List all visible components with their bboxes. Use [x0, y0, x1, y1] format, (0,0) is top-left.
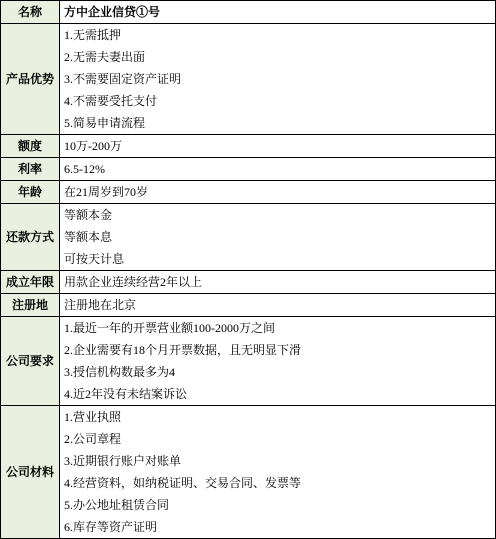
- row-value-line: 在21周岁到70岁: [64, 185, 149, 199]
- row-label: 利率: [1, 158, 60, 181]
- row-value-cell: [60, 1, 496, 24]
- row-value-line: 5.办公地址租赁合同: [64, 498, 170, 512]
- row-label: 注册地: [1, 294, 60, 317]
- row-label: 名称: [1, 1, 60, 24]
- row-age: [1, 181, 496, 204]
- row-years-established: [1, 271, 496, 294]
- row-label: 年龄: [1, 181, 60, 204]
- row-label: 公司材料: [1, 406, 60, 539]
- row-value-cell: [60, 204, 496, 271]
- row-value-line: 3.不需要固定资产证明: [64, 72, 182, 86]
- row-product-advantages: [1, 24, 496, 135]
- row-value-line: 1.无需抵押: [64, 28, 122, 42]
- row-value-line: 3.近期银行账户对账单: [64, 454, 182, 468]
- row-registration: [1, 294, 496, 317]
- row-value-cell: [60, 135, 496, 158]
- row-value-line: 注册地在北京: [64, 298, 137, 312]
- row-label: 成立年限: [1, 271, 60, 294]
- row-value-line: 用款企业连续经营2年以上: [64, 275, 203, 289]
- row-label: 产品优势: [1, 24, 60, 135]
- row-value-cell: [60, 317, 496, 406]
- row-value-line: 4.不需要受托支付: [64, 94, 158, 108]
- row-company-requirements: [1, 317, 496, 406]
- row-value-cell: [60, 158, 496, 181]
- row-value-line: 4.经营资料，如纳税证明、交易合同、发票等: [64, 476, 302, 490]
- row-amount: [1, 135, 496, 158]
- row-value-line: 10万-200万: [64, 139, 122, 153]
- row-company-documents: [1, 406, 496, 539]
- row-value-line: 1.营业执照: [64, 410, 122, 424]
- row-interest-rate: [1, 158, 496, 181]
- row-label: 还款方式: [1, 204, 60, 271]
- row-value-cell: [60, 406, 496, 539]
- row-label: 公司要求: [1, 317, 60, 406]
- row-value-line: 5.简易申请流程: [64, 116, 146, 130]
- row-value-cell: [60, 24, 496, 135]
- row-value-line: 2.无需夫妻出面: [64, 50, 146, 64]
- row-value-cell: [60, 271, 496, 294]
- row-value-line: 等额本金: [64, 208, 113, 222]
- row-value-line: 3.授信机构数最多为4: [64, 365, 176, 379]
- row-value-line: 等额本息: [64, 230, 113, 244]
- row-value-line: 2.企业需要有18个月开票数据，且无明显下滑: [64, 343, 302, 357]
- row-value-line: 2.公司章程: [64, 432, 122, 446]
- row-value-line: 方中企业信贷①号: [64, 5, 161, 19]
- row-value-line: 6.库存等资产证明: [64, 520, 158, 534]
- row-name: [1, 1, 496, 24]
- row-value-line: 6.5-12%: [64, 162, 105, 176]
- row-value-cell: [60, 294, 496, 317]
- row-value-line: 4.近2年没有未结案诉讼: [64, 387, 188, 401]
- row-label: 额度: [1, 135, 60, 158]
- row-value-line: 可按天计息: [64, 252, 125, 266]
- row-repayment-method: [1, 204, 496, 271]
- row-value-line: 1.最近一年的开票营业额100-2000万之间: [64, 321, 275, 335]
- row-value-cell: [60, 181, 496, 204]
